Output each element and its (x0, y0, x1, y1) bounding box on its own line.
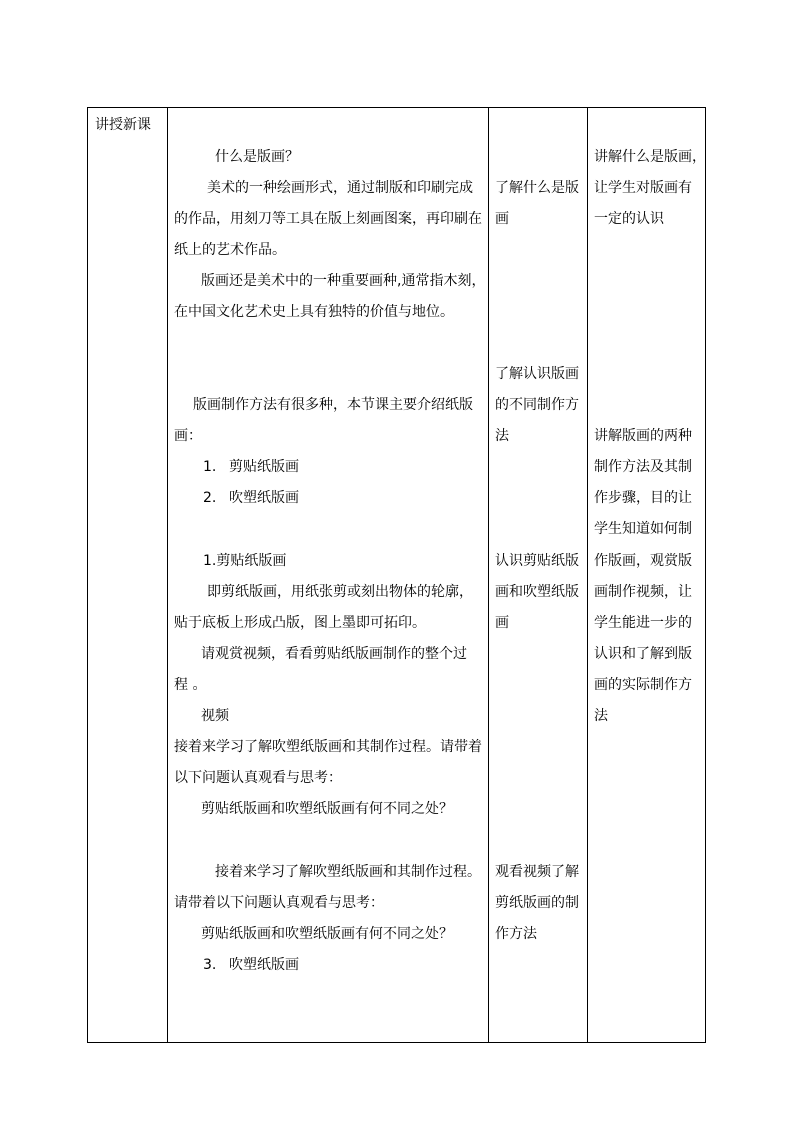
intent-text: 法 (594, 708, 608, 724)
student-text: 法 (495, 428, 509, 444)
student-text: 剪纸版画的制 (495, 895, 579, 911)
content-text: 即剪纸版画，用纸张剪或刻出物体的轮廓， (207, 584, 473, 600)
intent-text: 制作方法及其制 (594, 459, 692, 475)
intent-text: 作版画，观赏版 (594, 553, 692, 569)
student-text: 了解认识版画 (495, 366, 579, 382)
content-text: 请观赏视频，看看剪贴纸版画制作的整个过 (201, 646, 467, 662)
student-text: 画 (495, 211, 509, 227)
intent-text: 认识和了解到版 (594, 646, 692, 662)
video-label: 视频 (201, 708, 229, 724)
student-text: 画和吹塑纸版 (495, 584, 579, 600)
list-item: 吹塑纸版画 (229, 490, 299, 506)
intent-text: 一定的认识 (594, 211, 664, 227)
content-heading: 什么是版画？ (215, 149, 299, 165)
content-text: 版画制作方法有很多种，本节课主要介绍纸版 (193, 397, 473, 413)
content-text: 纸上的艺术作品。 (174, 242, 286, 258)
content-question: 剪贴纸版画和吹塑纸版画有何不同之处？ (201, 926, 453, 942)
student-text: 画 (495, 615, 509, 631)
student-text: 作方法 (495, 926, 537, 942)
student-text: 的不同制作方 (495, 397, 579, 413)
content-text: 程 。 (174, 677, 207, 693)
section-label: 讲授新课 (95, 117, 151, 133)
content-question: 剪贴纸版画和吹塑纸版画有何不同之处？ (201, 801, 453, 817)
student-text: 了解什么是版 (495, 180, 579, 196)
intent-text: 学生能进一步的 (594, 615, 692, 631)
content-text: 贴于底板上形成凸版，图上墨即可拓印。 (174, 615, 426, 631)
list-number: 3. (203, 957, 217, 973)
intent-text: 画的实际制作方 (594, 677, 692, 693)
list-item: 剪贴纸版画 (229, 459, 299, 475)
list-number: 2. (203, 490, 217, 506)
intent-text: 让学生对版画有 (594, 180, 692, 196)
student-text: 观看视频了解 (495, 864, 579, 880)
list-number: 1. (203, 459, 217, 475)
intent-text: 学生知道如何制 (594, 521, 692, 537)
list-item: 吹塑纸版画 (229, 957, 299, 973)
intent-text: 讲解版画的两种 (594, 428, 692, 444)
content-text: 接着来学习了解吹塑纸版画和其制作过程。请带着 (174, 739, 482, 755)
column-divider (488, 108, 489, 1042)
content-text: 以下问题认真观看与思考： (174, 770, 342, 786)
column-divider (167, 108, 168, 1042)
content-heading: 1.剪贴纸版画 (203, 553, 287, 569)
student-text: 认识剪贴纸版 (495, 553, 579, 569)
content-text: 请带着以下问题认真观看与思考： (174, 895, 384, 911)
content-text: 版画还是美术中的一种重要画种,通常指木刻， (201, 273, 486, 289)
content-text: 美术的一种绘画形式，通过制版和印刷完成 (207, 180, 473, 196)
intent-text: 讲解什么是版画， (594, 149, 706, 165)
intent-text: 画制作视频，让 (594, 584, 692, 600)
content-text: 画： (174, 428, 202, 444)
content-text: 在中国文化艺术史上具有独特的价值与地位。 (174, 304, 454, 320)
intent-text: 作步骤，目的让 (594, 490, 692, 506)
content-text: 的作品，用刻刀等工具在版上刻画图案，再印刷在 (174, 211, 482, 227)
content-text: 接着来学习了解吹塑纸版画和其制作过程。 (215, 864, 481, 880)
column-divider (587, 108, 588, 1042)
